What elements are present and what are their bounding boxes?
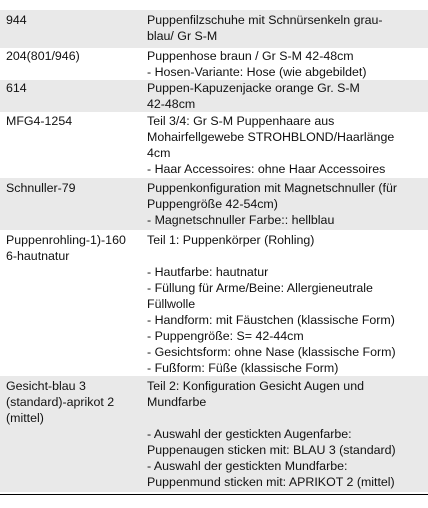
- table-row: [0, 112, 428, 178]
- item-description: Teil 1: Puppenkörper (Rohling) - Hautfarbe: hautnatur - Füllung für Arme/Beine: Allergieneutrale Füllwolle - Handform: mit Fäustchen (klassische Form) - Puppengröße: S= 42-44cm - Gesichtsform: ohne Nase (klassische Form) - Fußform: Füße (klassische Form): [147, 233, 396, 375]
- table-row: [0, 80, 428, 112]
- item-description: Teil 2: Konfiguration Gesicht Augen und Mundfarbe - Auswahl der gestickten Augenfarbe: Puppenaugen sticken mit: BLAU 3 (standard) - Auswahl der gestickten Mundfarbe: Puppenmund sticken mit: APRIKOT 2 (mittel): [147, 379, 396, 489]
- item-sku: 204(801/946): [6, 49, 80, 63]
- table-row: [0, 178, 428, 230]
- item-sku: 944: [6, 13, 27, 27]
- item-description: Teil 3/4: Gr S-M Puppenhaare aus Mohairfellgewebe STROHBLOND/Haarlänge 4cm - Haar Accessoires: ohne Haar Accessoires: [147, 114, 395, 176]
- item-description: Puppenfilzschuhe mit Schnürsenkeln grau- blau/ Gr S-M: [147, 13, 383, 43]
- table-row: [0, 10, 428, 48]
- item-sku: MFG4-1254: [6, 114, 73, 128]
- item-sku: Schnuller-79: [6, 181, 76, 195]
- table-row: [0, 48, 428, 80]
- item-description: Puppenhose braun / Gr S-M 42-48cm - Hosen-Variante: Hose (wie abgebildet): [147, 49, 367, 79]
- item-sku: 614: [6, 81, 27, 95]
- table-row: [0, 376, 428, 492]
- table-bottom-rule: [0, 494, 428, 495]
- item-description: Puppenkonfiguration mit Magnetschnuller (für Puppengröße 42-54cm) - Magnetschnuller Farbe:: hellblau: [147, 181, 398, 227]
- item-sku: Gesicht-blau 3 (standard)-aprikot 2 (mittel): [6, 379, 115, 425]
- item-sku: Puppenrohling-1)-160 6-hautnatur: [6, 233, 126, 263]
- item-description: Puppen-Kapuzenjacke orange Gr. S-M 42-48cm: [147, 81, 360, 111]
- table-row: [0, 230, 428, 376]
